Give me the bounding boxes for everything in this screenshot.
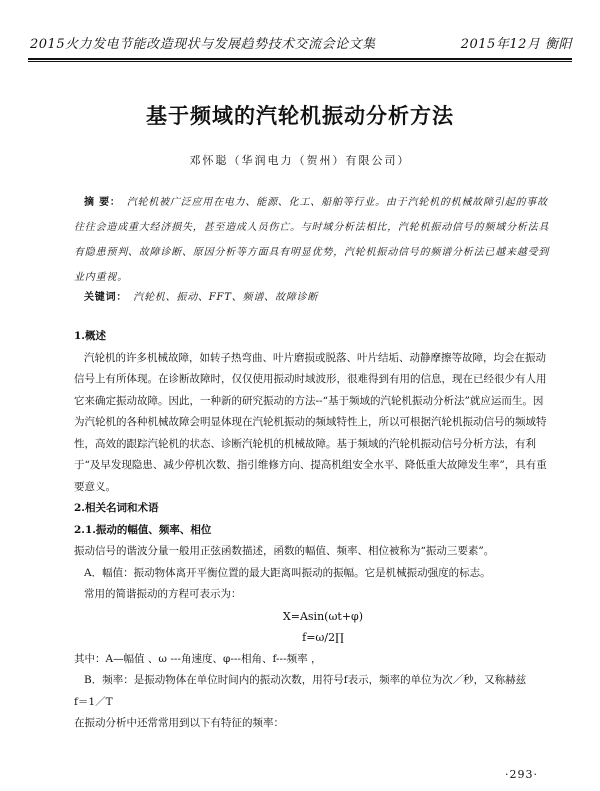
frequency-equation: f=ω/2∏ bbox=[302, 631, 344, 644]
characteristic-frequencies-intro: 在振动分析中还常常用到以下有特征的频率： bbox=[74, 717, 284, 729]
equation-intro: 常用的简谐振动的方程可表示为： bbox=[84, 588, 242, 600]
keywords bbox=[84, 288, 552, 303]
header-date-place: 2015年12月 衡阳 bbox=[460, 37, 572, 52]
section-2-1-intro: 振动信号的谐波分量一般用正弦函数描述，函数的幅值、频率、相位被称为“振动三要素”。 bbox=[74, 545, 495, 557]
body-text bbox=[74, 326, 552, 735]
keywords-text: 汽轮机、振动、FFT、频谱、故障诊断 bbox=[133, 292, 319, 303]
running-header bbox=[30, 34, 572, 52]
header-proceedings-title: 2015火力发电节能改造现状与发展趋势技术交流会论文集 bbox=[30, 37, 376, 52]
amplitude-definition: A．幅值：振动物体离开平衡位置的最大距离叫振动的振幅。它是机械振动强度的标志。 bbox=[84, 566, 491, 579]
abstract-label: 摘 要： bbox=[84, 197, 121, 208]
page-number: ·293· bbox=[505, 768, 538, 781]
section-2-heading: 2.相关名词和术语 bbox=[74, 502, 159, 514]
keywords-label: 关键词： bbox=[84, 292, 128, 303]
paper-title: 基于频域的汽轮机振动分析方法 bbox=[146, 103, 454, 128]
symbol-legend: 其中：A—幅值 、ω ---角速度、φ---相角、f---频率 ， bbox=[74, 652, 322, 665]
period-equation: f＝1／T bbox=[74, 695, 113, 708]
section-1-paragraph: 汽轮机的许多机械故障，如转子热弯曲、叶片磨损或脱落、叶片结垢、动静摩擦等故障，均会在振动信号上有所体现。在诊断故障时，仅仅使用振动时域波形，很难得到有用的信息，现在已经很少有人用它来确定振动故障。因此，一种新的研究振动的方法--“基于频域的汽轮机振动分析法”就应运而生。因为汽轮机的各种机械故障会明显体现在汽轮机振动的频域特性上，所以可根据汽轮机振动信号的频域特性，高效的跟踪汽轮机的状态、诊断汽轮机的机械故障。基于频域的汽轮机振动信号分析方法，有利于“及早发现隐患、减少停机次数、指引维修方向、提高机组安全水平、降低重大故障发生率”，具有重要意义。 bbox=[74, 351, 547, 493]
header-rule-thin bbox=[28, 61, 572, 62]
vibration-equation: X=Asin(ωt+φ) bbox=[282, 609, 364, 623]
author-affiliation: 邓怀聪（华润电力（贺州）有限公司） bbox=[189, 154, 411, 167]
header-rule bbox=[28, 58, 572, 60]
abstract-text: 汽轮机被广泛应用在电力、能源、化工、船舶等行业。由于汽轮机的机械故障引起的事故往往会造成重大经济损失，甚至造成人员伤亡。与时域分析法相比，汽轮机振动信号的频域分析法具有隐患预判、故障诊断、原因分析等方面具有明显优势，汽轮机振动信号的频谱分析法已越来越受到业内重视。 bbox=[74, 197, 550, 283]
frequency-definition: B．频率：是振动物体在单位时间内的振动次数，用符号f表示，频率的单位为次／秒，又称赫兹 bbox=[84, 674, 527, 686]
abstract bbox=[74, 190, 552, 290]
section-1-heading: 1.概述 bbox=[74, 330, 106, 342]
section-2-1-heading: 2.1.振动的幅值、频率、相位 bbox=[74, 523, 212, 536]
